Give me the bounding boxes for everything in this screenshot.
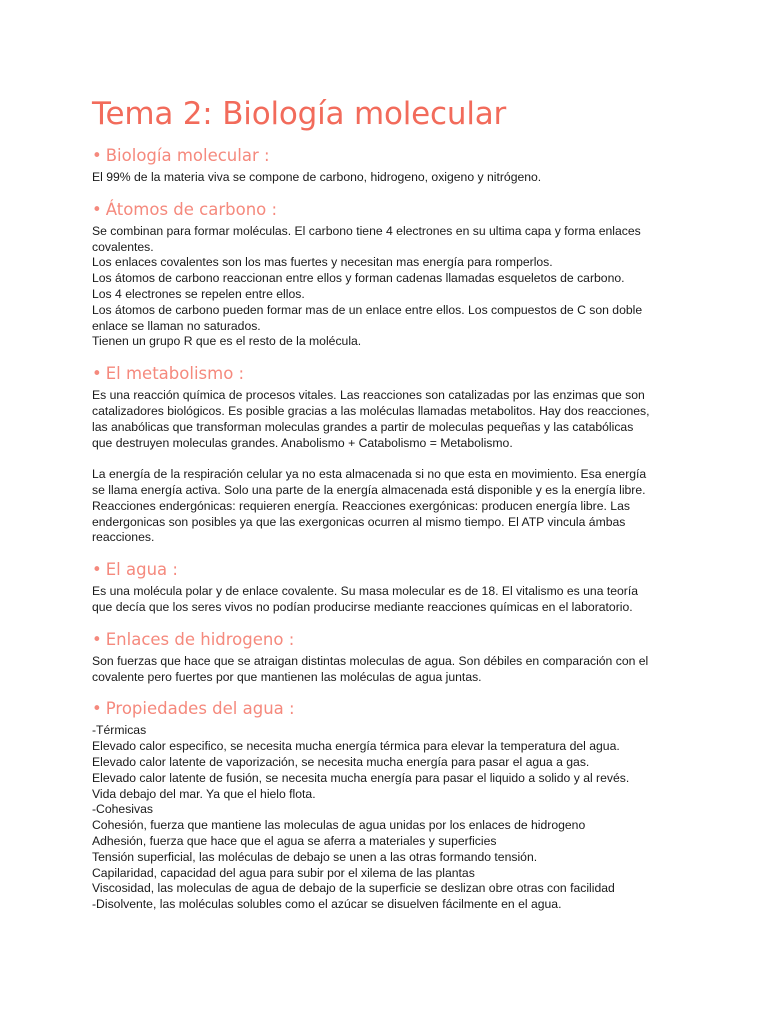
text-line: Elevado calor especifico, se necesita mucha energía térmica para elevar la temperatura del agua. bbox=[92, 739, 620, 754]
text-line: Viscosidad, las moleculas de agua de debajo de la superficie se deslizan obre otras con facilidad bbox=[92, 881, 615, 896]
bullet-icon: • bbox=[92, 560, 102, 580]
text-line: Los 4 electrones se repelen entre ellos. bbox=[92, 286, 305, 301]
text-line: se llama energía activa. Solo una parte de la energía almacenada está disponible y es la energía libre. bbox=[92, 482, 646, 497]
text-line: catalizadores biológicos. Es posible gracias a las moléculas llamadas metabolitos. Hay dos reacciones, bbox=[92, 403, 650, 418]
text-line: Es una reacción química de procesos vitales. Las reacciones son catalizadas por las enzimas que son bbox=[92, 388, 645, 403]
text-line: las anabólicas que transforman moleculas grandes a partir de moleculas pequeñas y las catabólicas bbox=[92, 419, 634, 434]
document-page bbox=[92, 92, 688, 913]
bullet-icon: • bbox=[92, 629, 102, 649]
text-line: enlace se llaman no saturados. bbox=[92, 318, 261, 333]
section bbox=[92, 560, 688, 616]
section-spacer bbox=[92, 546, 688, 560]
text-line: Los átomos de carbono pueden formar mas de un enlace entre ellos. Los compuestos de C son doble bbox=[92, 302, 643, 317]
text-line: Los átomos de carbono reaccionan entre ellos y forman cadenas llamadas esqueletos de carbono. bbox=[92, 271, 625, 286]
text-line: Los enlaces covalentes son los mas fuertes y necesitan mas energía para romperlos. bbox=[92, 255, 553, 270]
section-heading-text: Átomos de carbono : bbox=[105, 199, 278, 219]
text-line: que destruyen moleculas grandes. Anabolismo + Catabolismo = Metabolismo. bbox=[92, 435, 513, 450]
text-line: Elevado calor latente de fusión, se necesita mucha energía para pasar el liquido a solido y al revés. bbox=[92, 770, 630, 785]
text-line: -Térmicas bbox=[92, 723, 147, 738]
section bbox=[92, 200, 688, 350]
text-line: Cohesión, fuerza que mantiene las moleculas de agua unidas por los enlaces de hidrogeno bbox=[92, 818, 586, 833]
text-line: -Disolvente, las moléculas solubles como el azúcar se disuelven fácilmente en el agua. bbox=[92, 897, 562, 912]
section-heading-text: Biología molecular : bbox=[105, 146, 270, 165]
text-line: endergonicas son posibles ya que las exergonicas ocurren al mismo tiempo. El ATP vincula ámbas bbox=[92, 514, 626, 529]
text-line: Se combinan para formar moléculas. El carbono tiene 4 electrones en su ultima capa y forma enlaces bbox=[92, 223, 641, 238]
text-line: Tienen un grupo R que es el resto de la molécula. bbox=[92, 334, 362, 349]
section-heading-text: Propiedades del agua : bbox=[105, 699, 295, 719]
text-line: Reacciones endergónicas: requieren energía. Reacciones exergónicas: producen energía libre. Las bbox=[92, 498, 630, 513]
section-heading-text: El agua : bbox=[105, 560, 178, 580]
page-title: Tema 2: Biología molecular bbox=[92, 96, 507, 132]
section-heading bbox=[92, 146, 688, 166]
text-line: Tensión superficial, las moléculas de debajo se unen a las otras formando tensión. bbox=[92, 849, 538, 864]
text-line: covalente pero fuertes por que mantienen las moléculas de agua juntas. bbox=[92, 669, 482, 684]
paragraph bbox=[92, 584, 688, 616]
text-line: Es una molécula polar y de enlace covalente. Su masa molecular es de 18. El vitalismo es una teoría bbox=[92, 584, 639, 599]
section-spacer bbox=[92, 186, 688, 200]
section-heading-text: El metabolismo : bbox=[105, 364, 245, 384]
bullet-icon: • bbox=[92, 364, 102, 384]
section-heading-text: Enlaces de hidrogeno : bbox=[105, 629, 295, 649]
text-line: covalentes. bbox=[92, 239, 154, 254]
paragraph bbox=[92, 388, 688, 451]
section-spacer bbox=[92, 616, 688, 630]
paragraph bbox=[92, 170, 688, 186]
text-line: La energía de la respiración celular ya no esta almacenada si no que esta en movimiento. Esa energía bbox=[92, 467, 647, 482]
paragraph bbox=[92, 224, 688, 350]
paragraph bbox=[92, 723, 688, 913]
text-line: reacciones. bbox=[92, 530, 155, 545]
section-spacer bbox=[92, 685, 688, 699]
bullet-icon: • bbox=[92, 146, 102, 165]
section-spacer bbox=[92, 350, 688, 364]
section-heading bbox=[92, 699, 688, 719]
section-heading bbox=[92, 630, 688, 650]
text-line: Son fuerzas que hace que se atraigan distintas moleculas de agua. Son débiles en comparación con el bbox=[92, 653, 649, 668]
sections-container bbox=[92, 146, 688, 913]
section-heading bbox=[92, 364, 688, 384]
paragraph-spacer bbox=[92, 451, 688, 467]
text-line: que decía que los seres vivos no podían producirse mediante reacciones químicas en el laboratorio. bbox=[92, 599, 633, 614]
section-heading bbox=[92, 200, 688, 220]
section-heading bbox=[92, 560, 688, 580]
text-line: El 99% de la materia viva se compone de carbono, hidrogeno, oxigeno y nitrógeno. bbox=[92, 170, 542, 184]
text-line: Vida debajo del mar. Ya que el hielo flota. bbox=[92, 786, 316, 801]
paragraph bbox=[92, 654, 688, 686]
text-line: Capilaridad, capacidad del agua para subir por el xilema de las plantas bbox=[92, 865, 475, 880]
bullet-icon: • bbox=[92, 699, 102, 719]
text-line: Elevado calor latente de vaporización, se necesita mucha energía para pasar el agua a gas. bbox=[92, 754, 590, 769]
section bbox=[92, 630, 688, 686]
paragraph bbox=[92, 467, 688, 546]
section bbox=[92, 699, 688, 913]
section bbox=[92, 364, 688, 546]
bullet-icon: • bbox=[92, 199, 102, 219]
text-line: Adhesión, fuerza que hace que el agua se aferra a materiales y superficies bbox=[92, 833, 497, 848]
section bbox=[92, 146, 688, 186]
text-line: -Cohesivas bbox=[92, 802, 153, 817]
